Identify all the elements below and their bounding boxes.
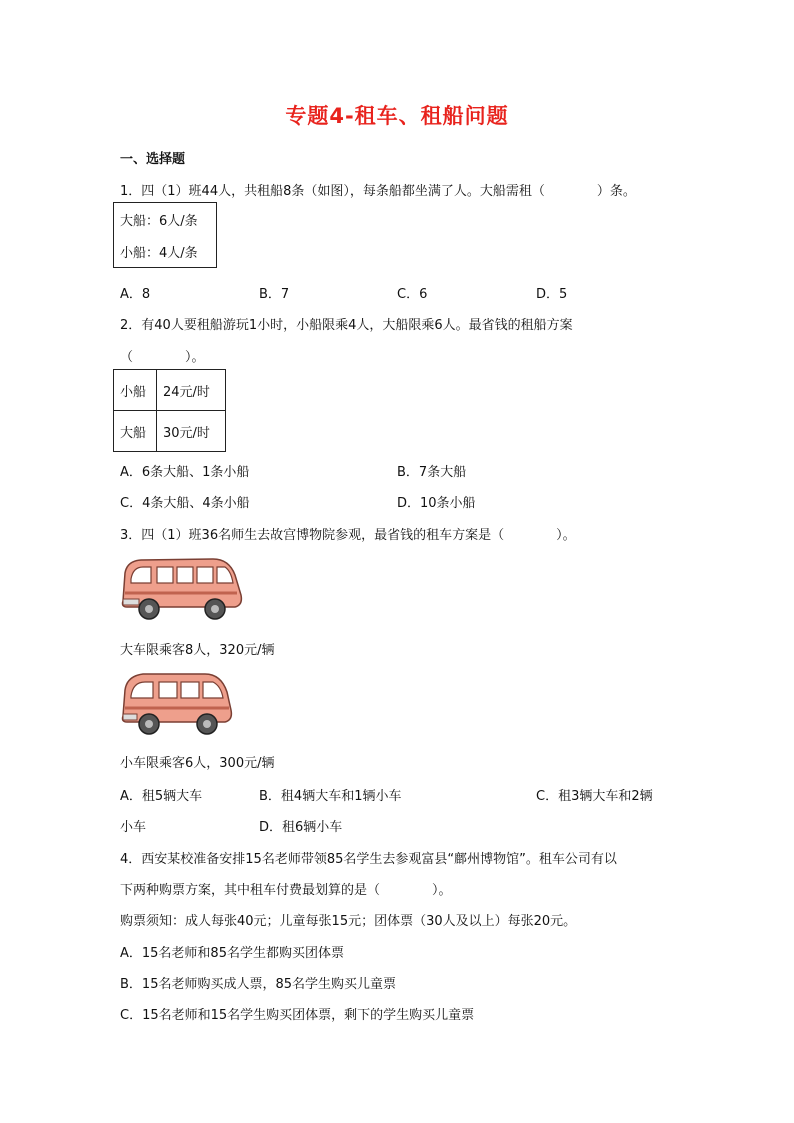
q3-option-c[interactable]: C．租3辆大车和2辆 [536,789,653,804]
question-3-text: 3．四（1）班36名师生去故宫博物院参观，最省钱的租车方案是（ ）。 [120,528,576,543]
q3-option-b[interactable]: B．租4辆大车和1辆小车 [259,789,402,804]
q2-table-big-boat: 大船 [114,411,157,452]
q4-option-c[interactable]: C．15名老师和15名学生购买团体票，剩下的学生购买儿童票 [120,1008,475,1023]
q1-option-a[interactable]: A．8 [120,287,151,302]
big-bus-caption: 大车限乘客8人，320元/辆 [120,643,275,658]
q4-option-a[interactable]: A．15名老师和85名学生都购买团体票 [120,946,344,961]
q4-option-b[interactable]: B．15名老师购买成人票，85名学生购买儿童票 [120,977,397,992]
q2-price-table [113,369,226,452]
big-bus-image [117,555,245,623]
page-title: 专题4-租车、租船问题 [285,104,509,128]
q2-option-d[interactable]: D．10条小船 [397,496,476,511]
q2-option-a[interactable]: A．6条大船、1条小船 [120,465,250,480]
small-bus-caption: 小车限乘客6人，300元/辆 [120,756,275,771]
q1-option-b[interactable]: B．7 [259,287,290,302]
q2-table-small-boat: 小船 [114,370,157,411]
q3-option-a[interactable]: A．租5辆大车 [120,789,203,804]
q1-boat-box [113,202,217,268]
small-bus-image [117,668,235,736]
q1-option-c[interactable]: C．6 [397,287,428,302]
question-4-text: 4．西安某校准备安排15名老师带领85名学生去参观富县“鄜州博物馆”。租车公司有以 [120,852,617,867]
q1-option-d[interactable]: D．5 [536,287,568,302]
q3-option-d[interactable]: D．租6辆小车 [259,820,343,835]
q2-table-big-price: 30元/时 [157,411,226,452]
question-4-text-cont: 下两种购票方案，其中租车付费最划算的是（ ）。 [120,883,452,898]
q2-option-b[interactable]: B．7条大船 [397,465,467,480]
question-1-text: 1．四（1）班44人，共租船8条（如图），每条船都坐满了人。大船需租（ ）条。 [120,184,636,199]
q3-option-c-cont: 小车 [120,820,147,835]
question-2-text-cont: （ ）。 [120,350,205,365]
q2-table-small-price: 24元/时 [157,370,226,411]
question-4-ticket-notice: 购票须知：成人每张40元；儿童每张15元；团体票（30人及以上）每张20元。 [120,914,577,929]
q2-option-c[interactable]: C．4条大船、4条小船 [120,496,250,511]
question-2-text: 2．有40人要租船游玩1小时，小船限乘4人，大船限乘6人。最省钱的租船方案 [120,318,573,333]
q1-box-small-boat: 小船：4人/条 [114,235,217,268]
q1-box-big-boat: 大船：6人/条 [114,203,217,236]
section-heading: 一、选择题 [120,152,186,167]
